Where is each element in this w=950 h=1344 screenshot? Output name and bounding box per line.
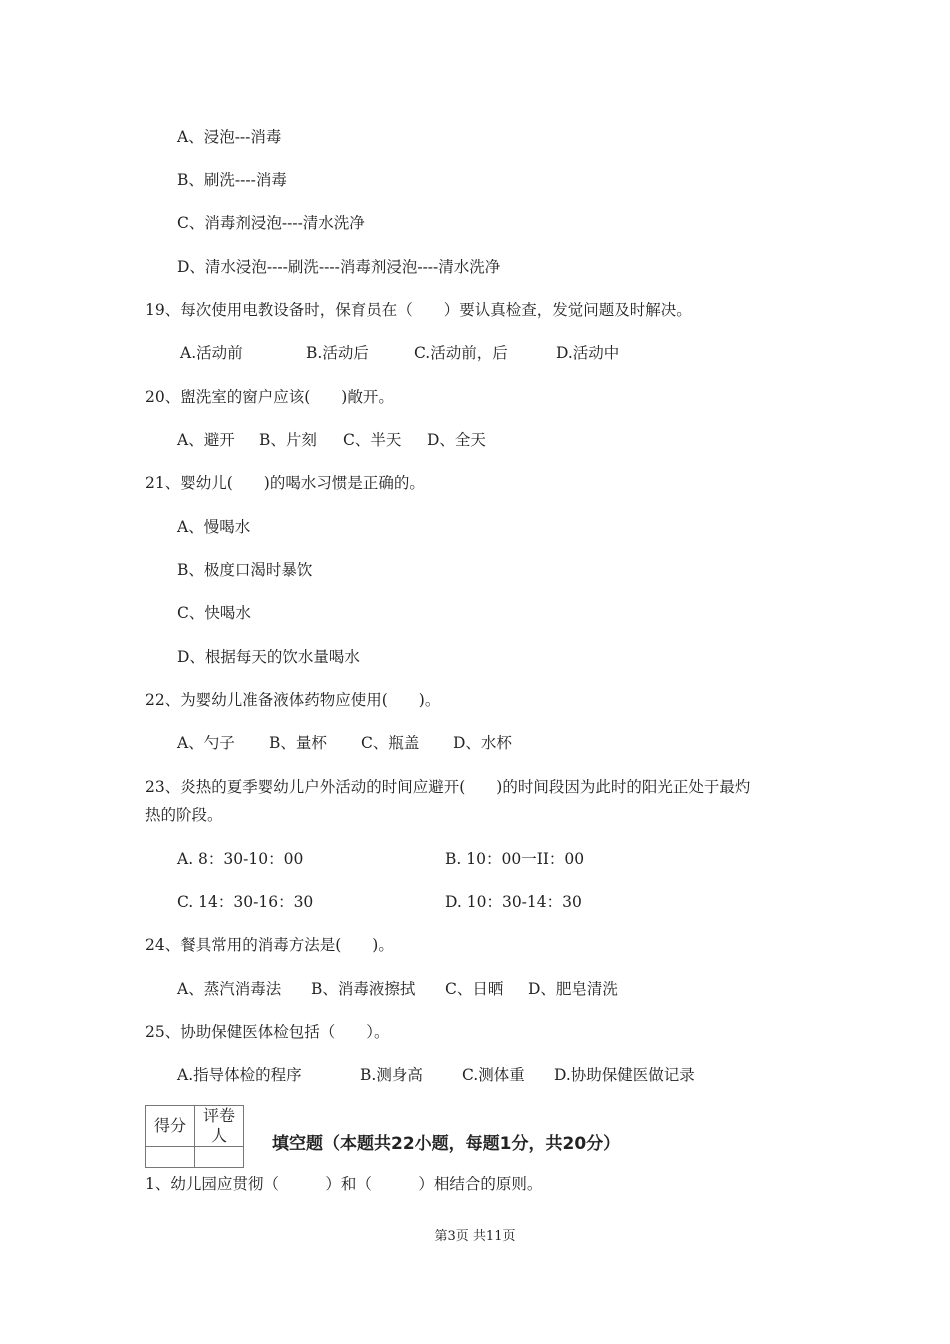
q21-option-a: A、慢喝水 bbox=[177, 518, 251, 536]
q21-option-c: C、快喝水 bbox=[177, 604, 251, 622]
q19-option-a: A.活动前 bbox=[180, 344, 243, 362]
q25-option-d: D.协助保健医做记录 bbox=[554, 1066, 695, 1084]
q22-option-a: A、勺子 bbox=[177, 734, 235, 752]
q18-option-b: B、刷洗----消毒 bbox=[177, 171, 287, 189]
q24-option-c: C、日晒 bbox=[445, 980, 504, 998]
page-footer: 第3页 共11页 bbox=[434, 1229, 516, 1244]
q24-option-b: B、消毒液擦拭 bbox=[311, 980, 416, 998]
q19-option-b: B.活动后 bbox=[306, 344, 369, 362]
grader-cell bbox=[195, 1147, 244, 1168]
q25-option-c: C.测体重 bbox=[462, 1066, 525, 1084]
score-table bbox=[145, 1105, 244, 1168]
q20-option-c: C、半天 bbox=[343, 431, 402, 449]
score-label: 得分 bbox=[146, 1106, 195, 1147]
q19-option-c: C.活动前，后 bbox=[414, 344, 508, 362]
q25-option-b: B.测身高 bbox=[360, 1066, 423, 1084]
question-22: 22、为婴幼儿准备液体药物应使用( )。 bbox=[145, 691, 441, 709]
q21-option-d: D、根据每天的饮水量喝水 bbox=[177, 648, 360, 666]
q20-option-d: D、全天 bbox=[427, 431, 486, 449]
q23-option-b: B. 10：00一II：00 bbox=[445, 850, 585, 868]
question-20: 20、盥洗室的窗户应该( )敞开。 bbox=[145, 388, 394, 406]
section-title: 填空题（本题共22小题，每题1分，共20分） bbox=[272, 1134, 621, 1154]
q18-option-c: C、消毒剂浸泡----清水洗净 bbox=[177, 214, 365, 232]
q25-option-a: A.指导体检的程序 bbox=[177, 1066, 302, 1084]
q18-option-d: D、清水浸泡----刷洗----消毒剂浸泡----清水洗净 bbox=[177, 258, 501, 276]
q24-option-d: D、肥皂清洗 bbox=[528, 980, 618, 998]
q24-option-a: A、蒸汽消毒法 bbox=[177, 980, 282, 998]
q20-option-a: A、避开 bbox=[177, 431, 235, 449]
q18-option-a: A、浸泡---消毒 bbox=[177, 128, 282, 146]
fill-question-1: 1、幼儿园应贯彻（ ）和（ ）相结合的原则。 bbox=[145, 1175, 543, 1193]
question-23-line-1: 23、炎热的夏季婴幼儿户外活动的时间应避开( )的时间段因为此时的阳光正处于最灼 bbox=[145, 778, 751, 796]
q23-option-d: D. 10：30-14：30 bbox=[445, 893, 582, 911]
q23-option-c: C. 14：30-16：30 bbox=[177, 893, 314, 911]
q22-option-d: D、水杯 bbox=[453, 734, 512, 752]
question-24: 24、餐具常用的消毒方法是( )。 bbox=[145, 936, 394, 954]
q19-option-d: D.活动中 bbox=[556, 344, 620, 362]
question-19: 19、每次使用电教设备时，保育员在（ ）要认真检查，发觉问题及时解决。 bbox=[145, 301, 692, 319]
q20-option-b: B、片刻 bbox=[259, 431, 317, 449]
q21-option-b: B、极度口渴时暴饮 bbox=[177, 561, 313, 579]
question-23-line-2: 热的阶段。 bbox=[145, 806, 223, 824]
question-25: 25、协助保健医体检包括（ ）。 bbox=[145, 1023, 390, 1041]
score-cell bbox=[146, 1147, 195, 1168]
question-21: 21、婴幼儿( )的喝水习惯是正确的。 bbox=[145, 474, 425, 492]
q22-option-c: C、瓶盖 bbox=[361, 734, 420, 752]
grader-label: 评卷人 bbox=[195, 1106, 244, 1147]
q23-option-a: A. 8：30-10：00 bbox=[177, 850, 304, 868]
q22-option-b: B、量杯 bbox=[269, 734, 327, 752]
